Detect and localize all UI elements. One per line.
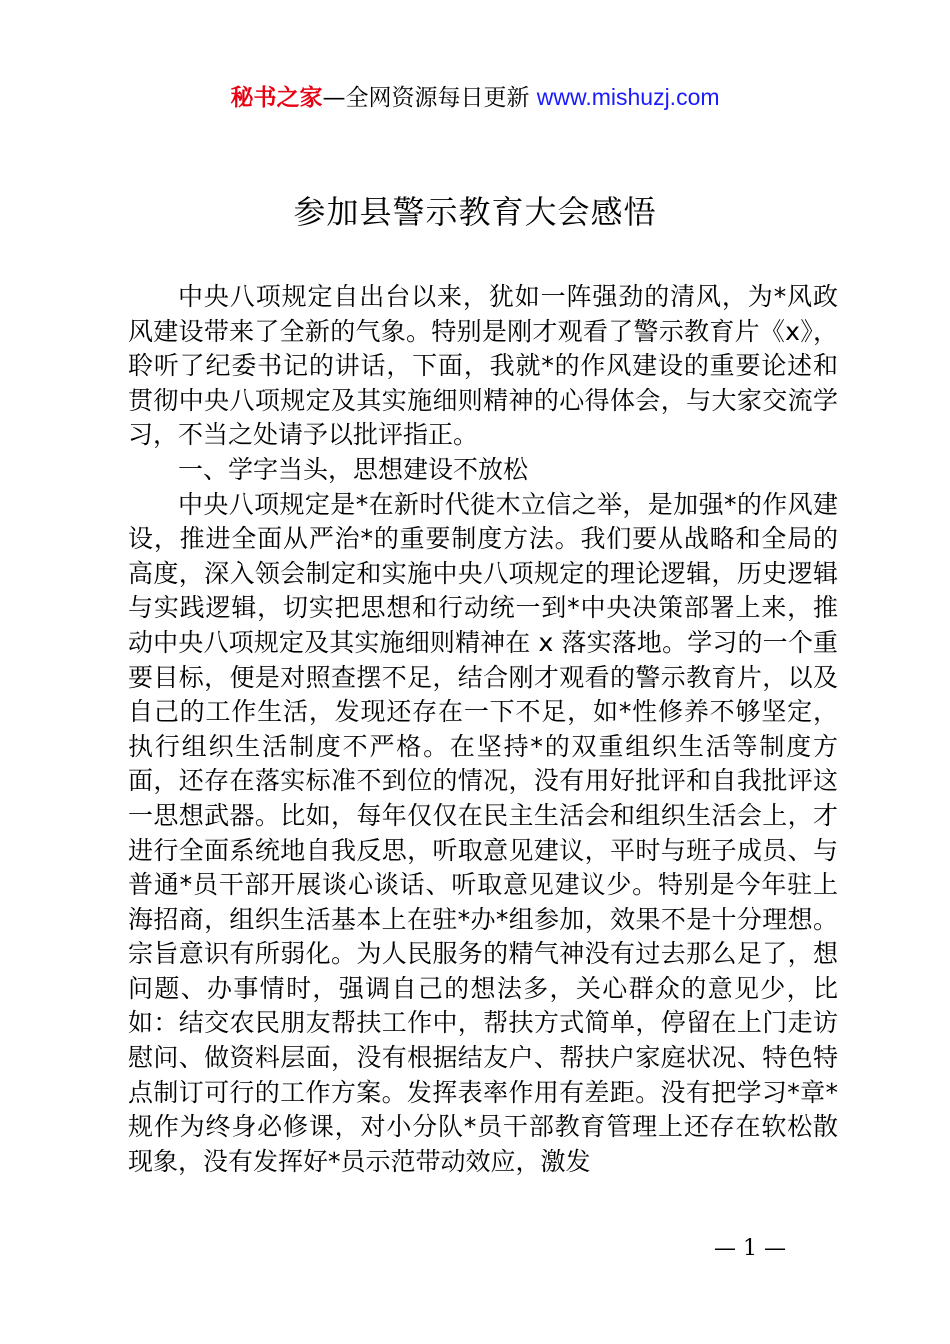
body-paragraph-intro: 中央八项规定自出台以来，犹如一阵强劲的清风，为*风政风建设带来了全新的气象。特别是刚才观看了警示教育片《x》，聆听了纪委书记的讲话，下面，我就*的作风建设的重要论述和贯彻中央八项规定及其实施细则精神的心得体会，与大家交流学习，不当之处请予以批评指正。: [128, 282, 838, 450]
section-heading: 一、学字当头，思想建设不放松: [178, 454, 529, 484]
page-number: — 1 —: [714, 1236, 786, 1261]
site-header: [0, 82, 950, 113]
site-tagline: —全网资源每日更新: [322, 85, 530, 111]
document-body: [128, 280, 838, 1179]
site-brand: 秘书之家: [230, 85, 323, 111]
body-paragraph-main: 中央八项规定是*在新时代徙木立信之举，是加强*的作风建设，推进全面从严治*的重要制度方法。我们要从战略和全局的高度，深入领会制定和实施中央八项规定的理论逻辑，历史逻辑与实践逻辑，切实把思想和行动统一到*中央决策部署上来，推动中央八项规定及其实施细则精神在 x 落实落地。学习的一个重要目标，便是对照查摆不足，结合刚才观看的警示教育片，以及自己的工作生活，发现还存在一下不足，如*性修养不够坚定，执行组织生活制度不严格。在坚持*的双重组织生活等制度方面，还存在落实标准不到位的情况，没有用好批评和自我批评这一思想武器。比如，每年仅仅在民主生活会和组织生活会上，才进行全面系统地自我反思，听取意见建议，平时与班子成员、与普通*员干部开展谈心谈话、听取意见建议少。特别是今年驻上海招商，组织生活基本上在驻*办*组参加，效果不是十分理想。宗旨意识有所弱化。为人民服务的精气神没有过去那么足了，想问题、办事情时，强调自己的想法多，关心群众的意见少，比如：结交农民朋友帮扶工作中，帮扶方式简单，停留在上门走访慰问、做资料层面，没有根据结友户、帮扶户家庭状况、特色特点制订可行的工作方案。发挥表率作用有差距。没有把学习*章*规作为终身必修课，对小分队*员干部教育管理上还存在软松散现象，没有发挥好*员示范带动效应，激发: [128, 489, 838, 1176]
document-title: 参加县警示教育大会感悟: [293, 193, 657, 231]
site-url-link[interactable]: www.mishuzj.com: [536, 84, 720, 110]
